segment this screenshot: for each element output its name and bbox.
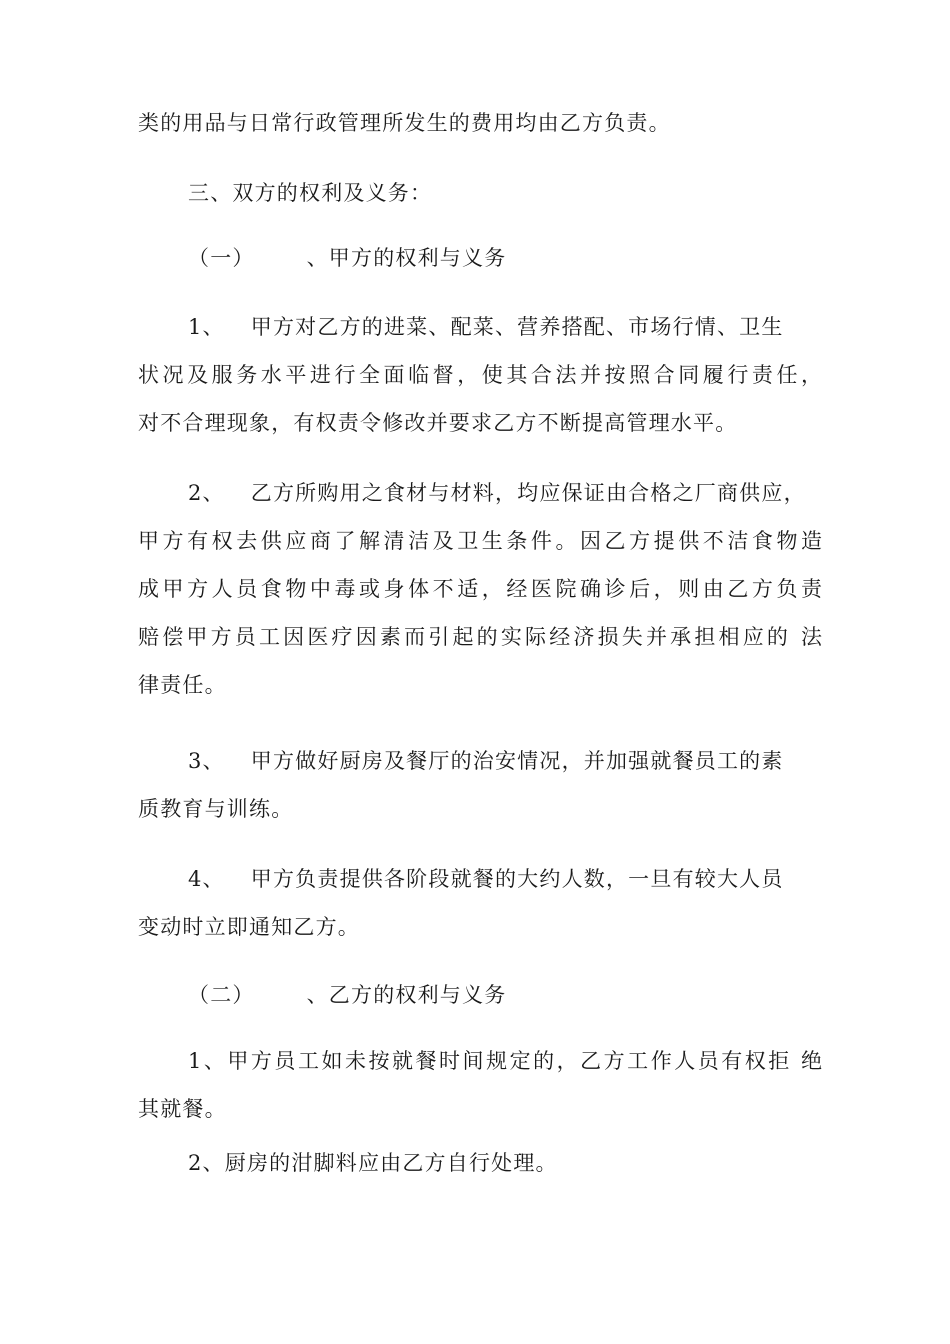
item-text: 甲方负责提供各阶段就餐的大约人数，一旦有较大人员 — [250, 867, 784, 891]
subsection-two-heading — [188, 980, 506, 1010]
subsection-one-title: 、甲方的权利与义务 — [306, 246, 507, 270]
item-number: 2、 — [188, 481, 225, 505]
item-number: 1、 — [188, 315, 225, 339]
sub-two-item-1-line: 其就餐。 — [138, 1097, 227, 1121]
item-2-line: 甲方有权去供应商了解清洁及卫生条件。因乙方提供不洁食物造 — [138, 529, 822, 553]
item-3-line: 质教育与训练。 — [138, 797, 294, 821]
item-4-line: 变动时立即通知乙方。 — [138, 915, 360, 939]
item-4-first-line — [188, 864, 784, 894]
intro-tail-line: 类的用品与日常行政管理所发生的费用均由乙方负责。 — [138, 111, 671, 135]
item-text: 甲方做好厨房及餐厅的治安情况，并加强就餐员工的素 — [250, 749, 784, 773]
item-text: 乙方所购用之食材与材料，均应保证由合格之厂商供应， — [250, 481, 806, 505]
sub-two-item-2-line: 2、厨房的泔脚料应由乙方自行处理。 — [188, 1151, 558, 1175]
subsection-one-number: （一） — [188, 246, 255, 270]
item-text: 甲方对乙方的进菜、配菜、营养搭配、市场行情、卫生 — [250, 315, 784, 339]
sub-two-item-1-first-line: 1、甲方员工如未按就餐时间规定的，乙方工作人员有权拒 绝 — [188, 1049, 822, 1073]
subsection-one-heading — [188, 243, 506, 273]
item-1-line: 对不合理现象，有权责令修改并要求乙方不断提高管理水平。 — [138, 411, 738, 435]
item-2-first-line — [188, 478, 806, 508]
item-2-line: 赔偿甲方员工因医疗因素而引起的实际经济损失并承担相应的 法 — [138, 625, 822, 649]
item-2-line: 成甲方人员食物中毒或身体不适，经医院确诊后，则由乙方负责 — [138, 577, 822, 601]
section-three-heading: 三、双方的权利及义务： — [188, 181, 433, 205]
item-3-first-line — [188, 746, 784, 776]
subsection-two-title: 、乙方的权利与义务 — [306, 983, 507, 1007]
item-1-first-line — [188, 312, 784, 342]
item-2-line: 律责任。 — [138, 673, 227, 697]
subsection-two-number: （二） — [188, 983, 255, 1007]
item-1-line: 状况及服务水平进行全面临督，使其合法并按照合同履行责任， — [138, 363, 822, 387]
item-number: 4、 — [188, 867, 225, 891]
item-number: 3、 — [188, 749, 225, 773]
